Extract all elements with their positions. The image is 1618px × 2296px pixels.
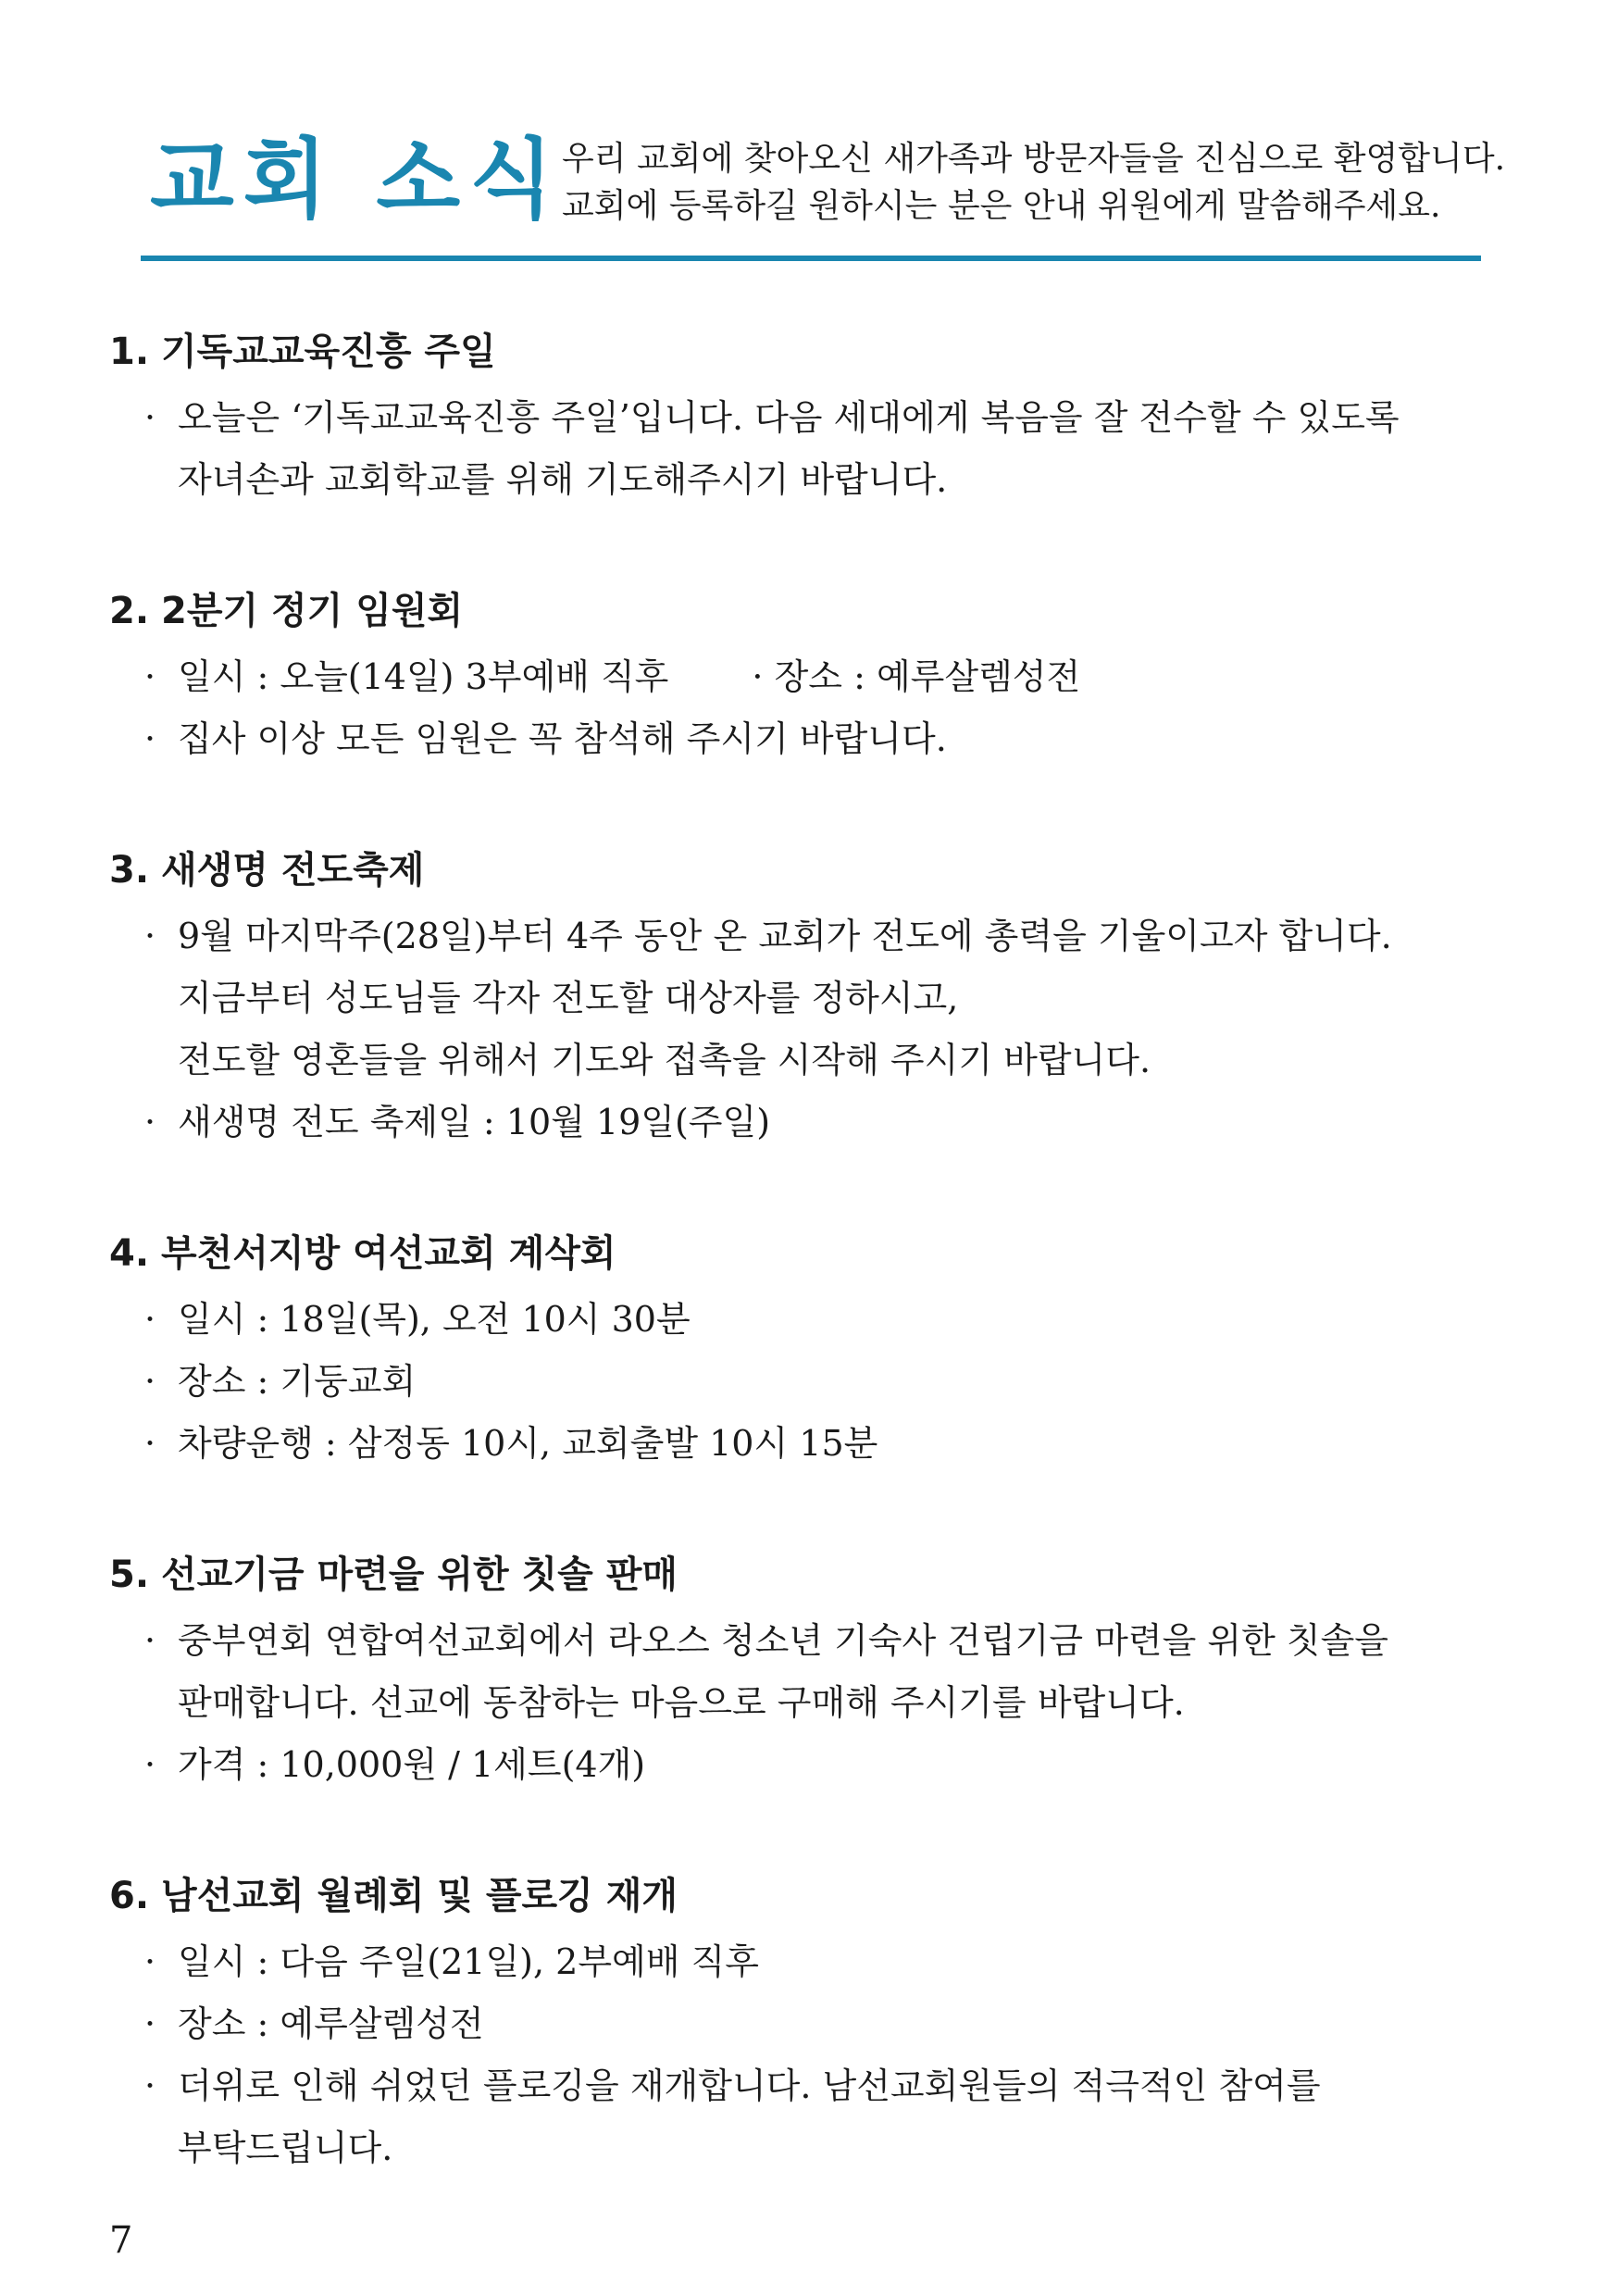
item-line: 오늘은 ‘기독교교육진흥 주일’입니다. 다음 세대에게 복음을 잘 전수할 수 있도록 bbox=[178, 397, 1400, 438]
item-line: 새생명 전도 축제일 : 10월 19일(주일) bbox=[178, 1102, 771, 1142]
item-line: 중부연회 연합여선교회에서 라오스 청소년 기숙사 건립기금 마련을 위한 칫솔을 bbox=[178, 1620, 1388, 1661]
bullet-icon: · bbox=[144, 916, 156, 956]
section-title bbox=[109, 844, 1535, 896]
section-title-text: 2분기 정기 임원회 bbox=[161, 590, 464, 632]
item-line: 더위로 인해 쉬었던 플로깅을 재개합니다. 남선교회원들의 적극적인 참여를 bbox=[178, 2065, 1321, 2106]
section-title-text: 새생명 전도축제 bbox=[161, 849, 425, 892]
item-line: 9월 마지막주(28일)부터 4주 동안 온 교회가 전도에 총력을 기울이고자 합니다. bbox=[178, 916, 1392, 956]
bullet-icon: · bbox=[144, 2065, 156, 2106]
item-line: 부탁드립니다. bbox=[178, 2128, 393, 2168]
bullet-icon: · bbox=[144, 1102, 156, 1142]
bullet-item bbox=[109, 2055, 1535, 2179]
item-extra-text: 장소 : 예루살렘성전 bbox=[774, 656, 1081, 697]
item-line: 일시 : 18일(목), 오전 10시 30분 bbox=[178, 1299, 691, 1340]
bullet-item bbox=[109, 1993, 1535, 2055]
announcement-section bbox=[109, 844, 1535, 1154]
bullet-item bbox=[109, 387, 1535, 511]
section-title-text: 기독교교육진흥 주일 bbox=[161, 331, 496, 373]
bullet-icon: · bbox=[144, 1423, 156, 1464]
section-number: 1. bbox=[109, 331, 150, 373]
item-text: 일시 : 오늘(14일) 3부예배 직후 bbox=[178, 656, 669, 697]
page-header bbox=[141, 130, 1506, 267]
bullet-item bbox=[109, 708, 1535, 770]
bullet-item bbox=[109, 1351, 1535, 1413]
item-line: 전도할 영혼들을 위해서 기도와 접촉을 시작해 주시기 바랍니다. bbox=[178, 1040, 1151, 1080]
bullet-item bbox=[109, 1413, 1535, 1475]
announcement-section bbox=[109, 1870, 1535, 2179]
announcement-section bbox=[109, 1549, 1535, 1796]
bullet-item bbox=[109, 1610, 1535, 1734]
item-line: 자녀손과 교회학교를 위해 기도해주시기 바랍니다. bbox=[178, 459, 948, 500]
section-title bbox=[109, 1870, 1535, 1922]
bullet-icon: · bbox=[144, 1299, 156, 1340]
item-line: 장소 : 기둥교회 bbox=[178, 1361, 417, 1402]
bullet-icon: · bbox=[752, 656, 764, 697]
item-line: 장소 : 예루살렘성전 bbox=[178, 2003, 484, 2044]
bullet-icon: · bbox=[144, 1941, 156, 1982]
item-line: 일시 : 다음 주일(21일), 2부예배 직후 bbox=[178, 1941, 759, 1982]
bullet-icon: · bbox=[144, 1361, 156, 1402]
section-title bbox=[109, 1228, 1535, 1279]
bullet-icon: · bbox=[144, 1744, 156, 1785]
section-number: 2. bbox=[109, 590, 150, 632]
announcements-list bbox=[109, 326, 1535, 2253]
page-title: 교회 소식 bbox=[150, 130, 563, 231]
announcement-section bbox=[109, 585, 1535, 770]
section-title bbox=[109, 326, 1535, 378]
page-number: 7 bbox=[109, 2219, 133, 2262]
bullet-icon: · bbox=[144, 1620, 156, 1661]
bullet-item bbox=[109, 646, 1535, 708]
welcome-line-2: 교회에 등록하길 원하시는 분은 안내 위원에게 말씀해주세요. bbox=[562, 187, 1441, 225]
item-line: 집사 이상 모든 임원은 꼭 참석해 주시기 바랍니다. bbox=[178, 718, 947, 759]
section-number: 6. bbox=[109, 1875, 150, 1917]
bullet-item bbox=[109, 1289, 1535, 1351]
section-number: 3. bbox=[109, 849, 150, 892]
bullet-icon: · bbox=[144, 656, 156, 697]
bullet-item bbox=[109, 1092, 1535, 1154]
bullet-icon: · bbox=[144, 718, 156, 759]
bullet-item bbox=[109, 905, 1535, 1092]
announcement-section bbox=[109, 326, 1535, 511]
section-number: 4. bbox=[109, 1232, 150, 1275]
item-line: 차량운행 : 삼정동 10시, 교회출발 10시 15분 bbox=[178, 1423, 878, 1464]
bullet-icon: · bbox=[144, 397, 156, 438]
item-line: 판매합니다. 선교에 동참하는 마음으로 구매해 주시기를 바랍니다. bbox=[178, 1682, 1185, 1723]
section-number: 5. bbox=[109, 1554, 150, 1596]
section-title-text: 남선교회 월례회 및 플로깅 재개 bbox=[161, 1875, 678, 1917]
welcome-line-1: 우리 교회에 찾아오신 새가족과 방문자들을 진심으로 환영합니다. bbox=[562, 140, 1506, 178]
section-title-text: 선교기금 마련을 위한 칫솔 판매 bbox=[161, 1554, 678, 1596]
item-line: 가격 : 10,000원 / 1세트(4개) bbox=[178, 1744, 646, 1785]
welcome-message bbox=[562, 135, 1505, 230]
header-divider bbox=[141, 256, 1481, 261]
item-line: 지금부터 성도님들 각자 전도할 대상자를 정하시고, bbox=[178, 978, 959, 1018]
section-title bbox=[109, 585, 1535, 637]
bullet-item bbox=[109, 1931, 1535, 1993]
section-title-text: 부천서지방 여선교회 계삭회 bbox=[161, 1232, 616, 1275]
announcement-section bbox=[109, 1228, 1535, 1475]
section-title bbox=[109, 1549, 1535, 1601]
bullet-item bbox=[109, 1734, 1535, 1796]
bullet-icon: · bbox=[144, 2003, 156, 2044]
